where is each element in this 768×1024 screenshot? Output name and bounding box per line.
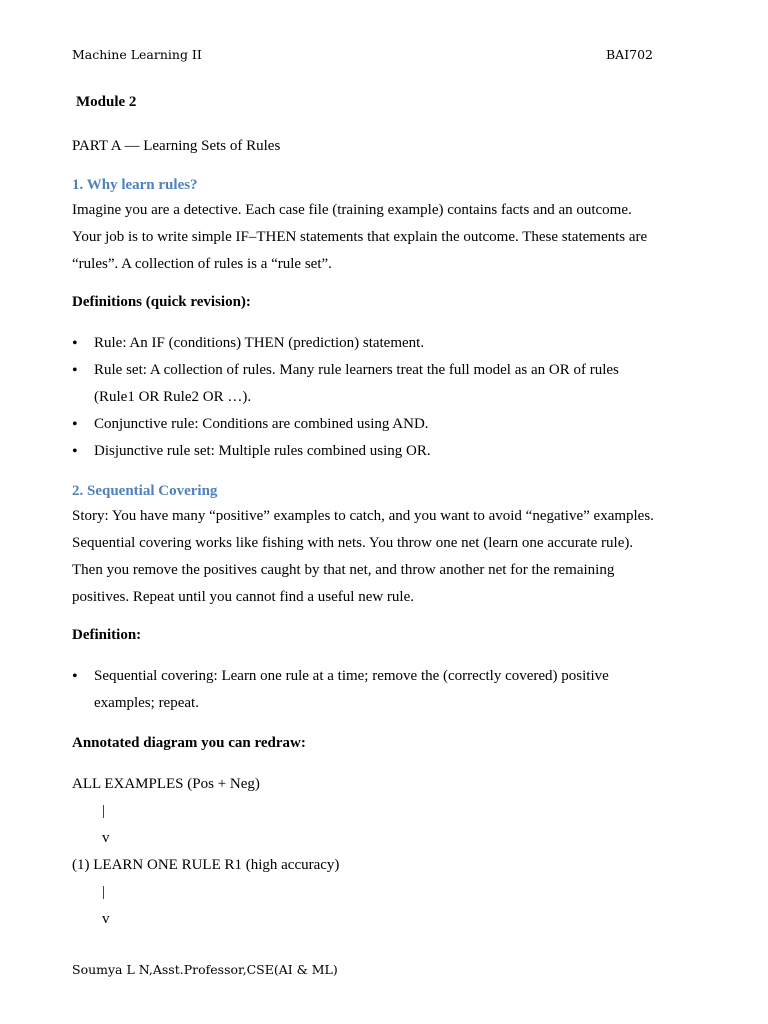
list-item: • Sequential covering: Learn one rule at a time; remove the (correctly covered) positive examples; repeat. — [72, 663, 662, 717]
diagram-pipe: | — [102, 803, 106, 819]
definition-list — [72, 663, 662, 717]
part-heading: PART A — Learning Sets of Rules — [72, 138, 281, 154]
list-item: • Rule set: A collection of rules. Many rule learners treat the full model as an OR of rules (Rule1 OR Rule2 OR …). — [72, 357, 662, 411]
diagram-label: Annotated diagram you can redraw: — [72, 735, 306, 751]
diagram-step-learn-rule: (1) LEARN ONE RULE R1 (high accuracy) — [72, 857, 340, 873]
definitions-label: Definitions (quick revision): — [72, 294, 251, 310]
page-content — [72, 90, 662, 933]
section-1-paragraph: Imagine you are a detective. Each case file (training example) contains facts and an outcome. Your job is to write simple IF–THEN statements that explain the outcome. These statements are “rules”. A collection of rules is a “rule set”. — [72, 202, 648, 272]
diagram-arrow: v — [102, 911, 110, 927]
list-item: • Conjunctive rule: Conditions are combined using AND. — [72, 411, 662, 438]
list-item: • Disjunctive rule set: Multiple rules combined using OR. — [72, 438, 662, 465]
header-course-code: BAI702 — [605, 47, 653, 62]
diagram-pipe: | — [102, 884, 106, 900]
list-item: • Rule: An IF (conditions) THEN (prediction) statement. — [72, 330, 662, 357]
definitions-list — [72, 330, 662, 465]
page-footer: Soumya L N,Asst.Professor,CSE(AI & ML) — [72, 962, 338, 977]
definition-label: Definition: — [72, 627, 142, 643]
section-1-title: 1. Why learn rules? — [72, 177, 198, 193]
diagram-arrow: v — [102, 830, 110, 846]
header-course-title: Machine Learning II — [72, 47, 202, 62]
section-2-paragraph: Story: You have many “positive” examples to catch, and you want to avoid “negative” examples. Sequential covering works like fishing with nets. You throw one net (learn one accurate rule). Then you remove the positives caught by that net, and throw another net for the remaining positives. Repeat until you cannot find a useful new rule. — [72, 508, 654, 605]
page-header — [72, 47, 653, 62]
module-heading: Module 2 — [76, 94, 137, 110]
section-2-title: 2. Sequential Covering — [72, 483, 218, 499]
diagram-step-all-examples: ALL EXAMPLES (Pos + Neg) — [72, 776, 260, 792]
text-diagram — [72, 771, 662, 933]
